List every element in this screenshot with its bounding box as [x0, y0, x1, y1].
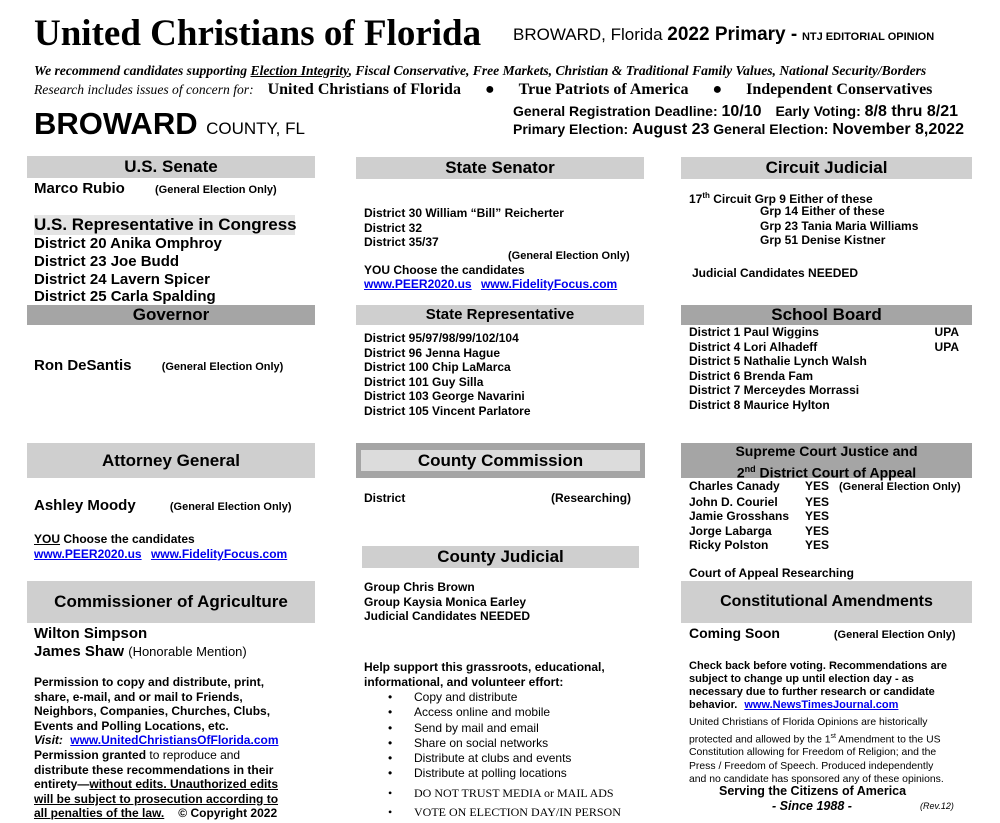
primary-label: Primary Election:	[513, 121, 629, 137]
school-row	[689, 340, 959, 355]
state-rep-header: State Representative	[356, 305, 644, 325]
supreme-row	[689, 538, 961, 553]
editorial-tag: NTJ EDITORIAL OPINION	[801, 31, 935, 43]
court-of-appeal: Court of Appeal Researching	[689, 566, 854, 580]
permission-line: share, e-mail, and or mail to Friends,	[34, 689, 243, 704]
supreme-title1: Supreme Court Justice and	[735, 443, 918, 459]
justice-name: Charles Canady	[689, 479, 780, 493]
permission-line: distribute these recommendations in their	[34, 762, 274, 777]
county-judicial-row: Group Chris Brown	[364, 580, 475, 594]
recommend-line	[34, 63, 926, 79]
justice-name: John D. Couriel	[689, 494, 778, 509]
recommend-rest: , Fiscal Conservative, Free Markets, Christian & Traditional Family Values, National Security/Borders	[348, 63, 927, 78]
research-org2: True Patriots of America	[518, 81, 689, 98]
state-senator-links	[364, 277, 617, 292]
school-row: District 7 Merceydes Morrassi	[689, 383, 860, 398]
copyright: © Copyright 2022	[178, 806, 278, 821]
reg-deadline: 10/10	[721, 103, 762, 120]
amendments-coming	[689, 625, 956, 645]
county-commission-district: District	[364, 491, 406, 505]
justice-vote: YES	[805, 509, 830, 524]
agri-header: Commissioner of Agriculture	[27, 581, 315, 623]
school-row: District 8 Maurice Hylton	[689, 397, 830, 412]
granted-rest: to reproduce and	[146, 747, 241, 762]
state-rep-row: District 96 Jenna Hague	[364, 345, 501, 360]
permission-line: Neighbors, Companies, Churches, Clubs,	[34, 704, 271, 719]
state-senator-header: State Senator	[356, 157, 644, 179]
circuit-header: Circuit Judicial	[681, 157, 972, 179]
reg-deadline-label: General Registration Deadline:	[513, 103, 718, 119]
supreme-title2-prefix: 2	[736, 464, 745, 481]
county-commission-note: (Researching)	[551, 491, 632, 505]
behavior-text: behavior.	[689, 699, 738, 711]
congress-row: District 20 Anika Omphroy	[34, 235, 222, 252]
ucof-link[interactable]: www.UnitedChristiansOfFlorida.com	[70, 733, 279, 748]
fidelityfocus-link[interactable]: www.FidelityFocus.com	[150, 547, 288, 561]
school-name: District 1 Paul Wiggins	[689, 325, 819, 339]
supreme-row	[689, 495, 961, 510]
justice-vote: YES	[805, 538, 830, 553]
ag-choose-text: Choose the candidates	[60, 532, 195, 546]
state-senator-row: District 30 William “Bill” Reicherter	[364, 206, 564, 220]
state-senator-row: District 35/37	[364, 235, 439, 250]
opinions-line: Constitution allowing for Freedom of Religion; and the	[689, 747, 937, 759]
county-judicial-row: Group Kaysia Monica Earley	[364, 594, 527, 609]
permission-block	[34, 675, 279, 821]
support-item: • Copy and distribute	[364, 690, 654, 705]
county-big: BROWARD	[34, 106, 198, 141]
opinions-line: and no candidate has sponsored any of these opinions.	[689, 774, 944, 786]
permission-line3-prefix: entirety—	[34, 777, 90, 792]
election-name: 2022 Primary -	[667, 24, 798, 45]
governor-name: Ron DeSantis	[34, 357, 132, 374]
county-commission-header: County Commission	[361, 450, 640, 471]
supreme-title2-sup: nd	[744, 463, 756, 474]
peer2020-link[interactable]: www.PEER2020.us	[34, 547, 142, 561]
circuit-number: 17	[689, 192, 703, 206]
school-tag: UPA	[934, 339, 959, 354]
state-rep-row: District 101 Guy Silla	[364, 374, 484, 389]
newstimesjournal-link[interactable]: www.NewsTimesJournal.com	[744, 699, 899, 711]
school-list	[689, 325, 959, 413]
justice-name: Jorge Labarga	[689, 523, 772, 538]
amendments-note: (General Election Only)	[833, 629, 956, 641]
county-judicial-header: County Judicial	[362, 546, 639, 568]
permission-line: Permission to copy and distribute, print,	[34, 675, 265, 689]
check-line: necessary due to further research or candidate	[689, 686, 935, 698]
support-item: • Send by mail and email	[364, 721, 654, 736]
separator-dot: ●	[712, 81, 723, 98]
senate-candidate	[34, 180, 277, 200]
research-line	[34, 81, 932, 99]
permission-line: Events and Polling Locations, etc.	[34, 718, 229, 733]
county-small: COUNTY, FL	[206, 119, 305, 138]
justice-vote: YES	[805, 494, 830, 509]
county-commission-box	[356, 443, 645, 478]
circuit-row: Grp 23 Tania Maria Williams	[760, 218, 919, 233]
support-heading	[364, 660, 605, 689]
research-org3: Independent Conservatives	[746, 81, 933, 98]
state-rep-list	[364, 331, 531, 419]
support-serif-item: • DO NOT TRUST MEDIA or MAIL ADS	[364, 784, 664, 803]
general-date: November 8,2022	[832, 121, 964, 138]
permission-line5: all penalties of the law.	[34, 806, 165, 821]
school-name: District 4 Lori Alhadeff	[689, 339, 818, 354]
support-serif-list	[364, 784, 664, 822]
supreme-title2-rest: District Court of Appeal	[755, 464, 917, 481]
primary-date: August 23	[632, 121, 710, 138]
amendments-header: Constitutional Amendments	[681, 581, 972, 623]
permission-line4: will be subject to prosecution according to	[34, 791, 279, 806]
since-line: - Since 1988 -	[772, 799, 852, 813]
opinions-line2-prefix: protected and allowed by the 1	[689, 733, 831, 745]
support-item: • Share on social networks	[364, 736, 654, 751]
school-row: District 6 Brenda Fam	[689, 368, 814, 383]
governor-header: Governor	[27, 305, 315, 325]
ag-candidate	[34, 497, 292, 517]
recommend-underlined: Election Integrity	[250, 63, 349, 78]
justice-vote: YES	[805, 479, 830, 493]
early-label: Early Voting:	[775, 103, 861, 119]
peer2020-link[interactable]: www.PEER2020.us	[364, 277, 472, 291]
senate-note: (General Election Only)	[155, 184, 277, 196]
support-list	[364, 690, 654, 782]
separator-dot: ●	[484, 81, 495, 98]
agri-name2: James Shaw	[34, 642, 125, 660]
circuit-list	[760, 204, 918, 248]
revision-tag: (Rev.12)	[920, 801, 954, 811]
congress-header: U.S. Representative in Congress	[34, 215, 297, 234]
opinions-line2-rest: Amendment to the US	[835, 733, 941, 745]
check-line: subject to change up until election day - as	[689, 673, 914, 685]
opinions-block	[689, 716, 944, 787]
agri-candidates	[34, 625, 247, 661]
opinions-line: Press / Freedom of Speech. Produced independently	[689, 760, 934, 772]
state-rep-row: District 100 Chip LaMarca	[364, 360, 511, 375]
agri-mention: (Honorable Mention)	[128, 643, 247, 659]
supreme-row	[689, 524, 961, 539]
circuit-rest: Circuit Grp 9 Either of these	[709, 192, 873, 206]
ag-choose	[34, 532, 195, 547]
ag-note: (General Election Only)	[169, 501, 292, 513]
supreme-row	[689, 509, 961, 524]
support-line2: informational, and volunteer effort:	[364, 674, 564, 689]
county-heading	[34, 106, 305, 142]
senate-name: Marco Rubio	[34, 180, 125, 197]
circuit-row: Grp 14 Either of these	[760, 204, 885, 218]
state-rep-row: District 95/97/98/99/102/104	[364, 331, 519, 345]
justice-name: Jamie Grosshans	[689, 509, 790, 524]
state-rep-row: District 103 George Navarini	[364, 389, 525, 404]
congress-list	[34, 235, 222, 306]
state-senator-list	[364, 206, 564, 250]
state-rep-row: District 105 Vincent Parlatore	[364, 403, 531, 418]
school-row: District 5 Nathalie Lynch Walsh	[689, 354, 867, 369]
election-region: BROWARD, Florida	[513, 25, 663, 44]
supreme-list	[689, 479, 961, 553]
justice-note: (General Election Only)	[839, 481, 961, 493]
permission-line3-u: without edits. Unauthorized edits	[89, 777, 279, 792]
ag-header: Attorney General	[27, 443, 315, 478]
org-title: United Christians of Florida	[34, 13, 482, 54]
ag-name: Ashley Moody	[34, 497, 136, 514]
justice-vote: YES	[805, 523, 830, 538]
general-label: General Election:	[713, 121, 829, 137]
deadline-line	[513, 103, 958, 121]
school-tag: UPA	[934, 325, 959, 339]
check-back-block	[689, 660, 947, 712]
opinions-line2-sup: st	[830, 732, 836, 740]
election-dates-line	[513, 121, 964, 139]
support-item: • Distribute at polling locations	[364, 766, 654, 781]
state-senator-row: District 32	[364, 220, 423, 235]
serving-line: Serving the Citizens of America	[719, 784, 907, 798]
support-item: • Distribute at clubs and events	[364, 751, 654, 766]
governor-note: (General Election Only)	[161, 361, 284, 373]
school-row	[689, 325, 959, 340]
granted-bold: Permission granted	[34, 747, 147, 762]
research-prefix: Research includes issues of concern for:	[34, 82, 254, 97]
county-judicial-row: Judicial Candidates NEEDED	[364, 609, 531, 624]
circuit-row: Grp 51 Denise Kistner	[760, 233, 886, 248]
ag-links	[34, 547, 287, 562]
governor-candidate	[34, 357, 283, 377]
support-line1: Help support this grassroots, educational,	[364, 660, 605, 674]
fidelityfocus-link[interactable]: www.FidelityFocus.com	[480, 277, 618, 291]
amendments-coming-text: Coming Soon	[689, 625, 780, 641]
justice-name: Ricky Polston	[689, 538, 769, 553]
check-line: Check back before voting. Recommendations are	[689, 660, 947, 672]
support-item: • Access online and mobile	[364, 705, 654, 720]
congress-row: District 24 Lavern Spicer	[34, 270, 210, 288]
supreme-header	[681, 443, 972, 481]
research-org1: United Christians of Florida	[267, 81, 461, 98]
visit-label: Visit:	[34, 733, 63, 748]
early-dates: 8/8 thru 8/21	[864, 103, 959, 120]
congress-row: District 25 Carla Spalding	[34, 288, 216, 306]
agri-name1: Wilton Simpson	[34, 625, 148, 642]
school-header: School Board	[681, 305, 972, 325]
county-judicial-list	[364, 580, 530, 624]
circuit-sup: th	[702, 191, 710, 200]
opinions-line: United Christians of Florida Opinions are historically	[689, 717, 928, 728]
state-senator-choose: YOU Choose the candidates	[364, 263, 525, 277]
congress-row: District 23 Joe Budd	[34, 252, 180, 270]
senate-header: U.S. Senate	[27, 156, 315, 178]
recommend-prefix: We recommend candidates supporting	[34, 63, 251, 78]
supreme-row	[689, 479, 961, 495]
election-heading	[513, 24, 934, 46]
circuit-needed: Judicial Candidates NEEDED	[692, 266, 859, 280]
state-senator-note: (General Election Only)	[508, 250, 630, 262]
ag-you: YOU	[34, 532, 61, 546]
support-serif-item: • VOTE ON ELECTION DAY/IN PERSON	[364, 803, 664, 822]
